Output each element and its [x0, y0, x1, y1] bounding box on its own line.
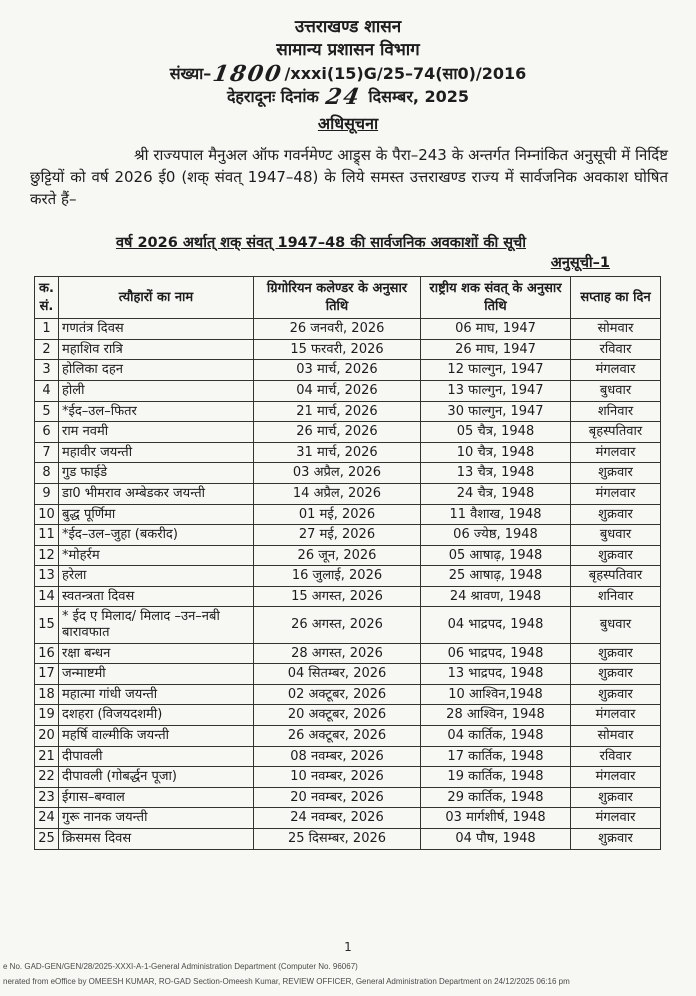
weekday-cell: सोमवार	[571, 319, 661, 340]
holiday-name-cell: महात्मा गांधी जयन्ती	[59, 684, 254, 705]
gregorian-date-cell: 03 मार्च, 2026	[254, 360, 421, 381]
shaka-date-cell: 25 आषाढ़, 1948	[421, 566, 571, 587]
government-name: उत्तराखण्ड शासन	[294, 17, 402, 37]
gregorian-date-cell: 26 अक्टूबर, 2026	[254, 726, 421, 747]
holiday-name-cell: जन्माष्टमी	[59, 664, 254, 685]
gregorian-date-cell: 27 मई, 2026	[254, 525, 421, 546]
serial-cell: 2	[35, 339, 59, 360]
serial-cell: 14	[35, 586, 59, 607]
shaka-date-cell: 28 आश्विन, 1948	[421, 705, 571, 726]
gregorian-date-cell: 26 मार्च, 2026	[254, 422, 421, 443]
shaka-date-cell: 10 आश्विन,1948	[421, 684, 571, 705]
table-row	[35, 360, 661, 381]
weekday-cell: बृहस्पतिवार	[571, 566, 661, 587]
holiday-name-cell: गुड फाईडे	[59, 463, 254, 484]
gregorian-date-cell: 31 मार्च, 2026	[254, 442, 421, 463]
holiday-name-cell: होली	[59, 380, 254, 401]
weekday-cell: सोमवार	[571, 726, 661, 747]
table-row	[35, 442, 661, 463]
shaka-date-cell: 12 फाल्गुन, 1947	[421, 360, 571, 381]
body-paragraph: श्री राज्यपाल मैनुअल ऑफ गवर्नमेण्ट आड्र्स के पैरा–243 के अन्तर्गत निम्नांकित अनुसूची में निर्दिष्ट छुट्टियों को वर्ष 2026 ई0 (शक् संवत् 1947–48) के लिये समस्त उत्तराखण्ड राज्य में सार्वजनिक अवकाश घोषित करते हैं–	[30, 145, 668, 209]
shaka-date-cell: 29 कार्तिक, 1948	[421, 787, 571, 808]
page-number: 1	[344, 940, 352, 954]
serial-cell: 6	[35, 422, 59, 443]
gregorian-date-cell: 25 दिसम्बर, 2026	[254, 829, 421, 850]
department-name: सामान्य प्रशासन विभाग	[276, 39, 420, 60]
weekday-cell: मंगलवार	[571, 767, 661, 788]
table-row	[35, 787, 661, 808]
table-row	[35, 525, 661, 546]
header-holiday-name: त्यौहारों का नाम	[59, 277, 254, 319]
header-shaka-date: राष्ट्रीय शक संवत् के अनुसार तिथि	[421, 277, 571, 319]
holiday-name-cell: दशहरा (विजयदशमी)	[59, 705, 254, 726]
shaka-date-cell: 05 चैत्र, 1948	[421, 422, 571, 443]
gregorian-date-cell: 16 जुलाई, 2026	[254, 566, 421, 587]
serial-cell: 21	[35, 746, 59, 767]
serial-cell: 1	[35, 319, 59, 340]
gregorian-date-cell: 10 नवम्बर, 2026	[254, 767, 421, 788]
footer-generated-info: nerated from eOffice by OMEESH KUMAR, RO-GAD Section-Omeesh Kumar, REVIEW OFFICER, General Administration Department on 24/12/2025 06:16 pm	[3, 976, 570, 986]
reference-prefix: संख्या–	[169, 63, 212, 83]
weekday-cell: मंगलवार	[571, 360, 661, 381]
gregorian-date-cell: 24 नवम्बर, 2026	[254, 808, 421, 829]
table-row	[35, 401, 661, 422]
holiday-name-cell: स्वतन्त्रता दिवस	[59, 586, 254, 607]
shaka-date-cell: 05 आषाढ़, 1948	[421, 545, 571, 566]
holiday-table-body	[35, 319, 661, 849]
serial-cell: 11	[35, 525, 59, 546]
holiday-list-title: वर्ष 2026 अर्थात् शक् संवत् 1947–48 की सार्वजनिक अवकाशों की सूची	[115, 235, 527, 252]
holiday-name-cell: गणतंत्र दिवस	[59, 319, 254, 340]
weekday-cell: मंगलवार	[571, 483, 661, 504]
holiday-name-cell: महर्षि वाल्मीकि जयन्ती	[59, 726, 254, 747]
holiday-name-cell: राम नवमी	[59, 422, 254, 443]
table-row	[35, 319, 661, 340]
shaka-date-cell: 26 माघ, 1947	[421, 339, 571, 360]
serial-cell: 7	[35, 442, 59, 463]
notification-heading: अधिसूचना	[317, 113, 379, 133]
shaka-date-cell: 06 माघ, 1947	[421, 319, 571, 340]
table-row	[35, 684, 661, 705]
holiday-name-cell: बुद्ध पूर्णिमा	[59, 504, 254, 525]
serial-cell: 25	[35, 829, 59, 850]
serial-cell: 3	[35, 360, 59, 381]
gregorian-date-cell: 14 अप्रैल, 2026	[254, 483, 421, 504]
place-date-line	[0, 84, 696, 111]
gregorian-date-cell: 21 मार्च, 2026	[254, 401, 421, 422]
gregorian-date-cell: 04 सितम्बर, 2026	[254, 664, 421, 685]
weekday-cell: शुक्रवार	[571, 545, 661, 566]
gregorian-date-cell: 20 अक्टूबर, 2026	[254, 705, 421, 726]
serial-cell: 17	[35, 664, 59, 685]
serial-cell: 23	[35, 787, 59, 808]
serial-cell: 18	[35, 684, 59, 705]
serial-cell: 15	[35, 607, 59, 643]
gregorian-date-cell: 15 अगस्त, 2026	[254, 586, 421, 607]
header-weekday: सप्ताह का दिन	[571, 277, 661, 319]
shaka-date-cell: 04 कार्तिक, 1948	[421, 726, 571, 747]
place-date-prefix: देहरादूनः दिनांक	[226, 87, 319, 107]
table-header-row	[35, 277, 661, 319]
weekday-cell: मंगलवार	[571, 442, 661, 463]
shaka-date-cell: 13 फाल्गुन, 1947	[421, 380, 571, 401]
gregorian-date-cell: 01 मई, 2026	[254, 504, 421, 525]
holiday-name-cell: * ईद ए मिलाद/ मिलाद –उन–नबी बारावफात	[59, 607, 254, 643]
weekday-cell: मंगलवार	[571, 705, 661, 726]
holiday-name-cell: क्रिसमस दिवस	[59, 829, 254, 850]
weekday-cell: बुधवार	[571, 525, 661, 546]
weekday-cell: बृहस्पतिवार	[571, 422, 661, 443]
reference-handwritten-number: 1800	[211, 60, 285, 87]
serial-cell: 4	[35, 380, 59, 401]
holiday-name-cell: ईगास–बग्वाल	[59, 787, 254, 808]
shaka-date-cell: 11 वैशाख, 1948	[421, 504, 571, 525]
shaka-date-cell: 19 कार्तिक, 1948	[421, 767, 571, 788]
table-row	[35, 339, 661, 360]
serial-cell: 20	[35, 726, 59, 747]
shaka-date-cell: 24 श्रावण, 1948	[421, 586, 571, 607]
serial-cell: 10	[35, 504, 59, 525]
table-row	[35, 504, 661, 525]
serial-cell: 5	[35, 401, 59, 422]
shaka-date-cell: 10 चैत्र, 1948	[421, 442, 571, 463]
table-row	[35, 746, 661, 767]
gregorian-date-cell: 15 फरवरी, 2026	[254, 339, 421, 360]
shaka-date-cell: 03 मार्गशीर्ष, 1948	[421, 808, 571, 829]
serial-cell: 22	[35, 767, 59, 788]
shaka-date-cell: 04 भाद्रपद, 1948	[421, 607, 571, 643]
weekday-cell: शुक्रवार	[571, 504, 661, 525]
gregorian-date-cell: 03 अप्रैल, 2026	[254, 463, 421, 484]
weekday-cell: शुक्रवार	[571, 829, 661, 850]
gregorian-date-cell: 20 नवम्बर, 2026	[254, 787, 421, 808]
weekday-cell: मंगलवार	[571, 808, 661, 829]
holiday-name-cell: *ईद–उल–फितर	[59, 401, 254, 422]
shaka-date-cell: 17 कार्तिक, 1948	[421, 746, 571, 767]
holiday-name-cell: महावीर जयन्ती	[59, 442, 254, 463]
serial-cell: 24	[35, 808, 59, 829]
table-row	[35, 463, 661, 484]
shaka-date-cell: 24 चैत्र, 1948	[421, 483, 571, 504]
table-row	[35, 829, 661, 850]
holiday-name-cell: दीपावली	[59, 746, 254, 767]
serial-cell: 9	[35, 483, 59, 504]
gregorian-date-cell: 26 जनवरी, 2026	[254, 319, 421, 340]
gregorian-date-cell: 26 जून, 2026	[254, 545, 421, 566]
table-row	[35, 808, 661, 829]
holiday-name-cell: गुरू नानक जयन्ती	[59, 808, 254, 829]
gregorian-date-cell: 08 नवम्बर, 2026	[254, 746, 421, 767]
table-row	[35, 586, 661, 607]
header-gregorian-date: ग्रिगोरियन कलेण्डर के अनुसार तिथि	[254, 277, 421, 319]
holiday-name-cell: *मोहर्रम	[59, 545, 254, 566]
holiday-name-cell: रक्षा बन्धन	[59, 643, 254, 664]
gregorian-date-cell: 26 अगस्त, 2026	[254, 607, 421, 643]
gregorian-date-cell: 02 अक्टूबर, 2026	[254, 684, 421, 705]
shaka-date-cell: 13 चैत्र, 1948	[421, 463, 571, 484]
weekday-cell: शुक्रवार	[571, 684, 661, 705]
weekday-cell: शुक्रवार	[571, 643, 661, 664]
date-handwritten-number: 24	[324, 84, 364, 111]
weekday-cell: रविवार	[571, 339, 661, 360]
table-row	[35, 767, 661, 788]
eoffice-footer	[3, 959, 570, 989]
table-row	[35, 643, 661, 664]
holiday-name-cell: डा0 भीमराव अम्बेडकर जयन्ती	[59, 483, 254, 504]
table-row	[35, 664, 661, 685]
header-serial: क. सं.	[35, 277, 59, 319]
serial-cell: 13	[35, 566, 59, 587]
table-row	[35, 607, 661, 643]
shaka-date-cell: 04 पौष, 1948	[421, 829, 571, 850]
reference-number-line	[0, 60, 696, 87]
weekday-cell: शुक्रवार	[571, 787, 661, 808]
table-row	[35, 380, 661, 401]
table-row	[35, 483, 661, 504]
gregorian-date-cell: 04 मार्च, 2026	[254, 380, 421, 401]
table-row	[35, 705, 661, 726]
holiday-name-cell: महाशिव रात्रि	[59, 339, 254, 360]
gregorian-date-cell: 28 अगस्त, 2026	[254, 643, 421, 664]
holiday-name-cell: हरेला	[59, 566, 254, 587]
public-holidays-table	[34, 276, 661, 850]
shaka-date-cell: 06 ज्येष्ठ, 1948	[421, 525, 571, 546]
schedule-label: अनुसूची–1	[550, 255, 610, 272]
serial-cell: 12	[35, 545, 59, 566]
holiday-name-cell: होलिका दहन	[59, 360, 254, 381]
serial-cell: 19	[35, 705, 59, 726]
weekday-cell: शनिवार	[571, 401, 661, 422]
footer-file-number: e No. GAD-GEN/GEN/28/2025-XXXI-A-1-General Administration Department (Computer No. 96067)	[3, 961, 358, 971]
serial-cell: 16	[35, 643, 59, 664]
weekday-cell: बुधवार	[571, 380, 661, 401]
weekday-cell: शुक्रवार	[571, 664, 661, 685]
shaka-date-cell: 13 भाद्रपद, 1948	[421, 664, 571, 685]
table-row	[35, 545, 661, 566]
table-row	[35, 726, 661, 747]
shaka-date-cell: 30 फाल्गुन, 1947	[421, 401, 571, 422]
weekday-cell: बुधवार	[571, 607, 661, 643]
date-suffix: दिसम्बर, 2025	[368, 87, 470, 107]
holiday-name-cell: दीपावली (गोबर्द्धन पूजा)	[59, 767, 254, 788]
weekday-cell: रविवार	[571, 746, 661, 767]
serial-cell: 8	[35, 463, 59, 484]
reference-suffix: /xxxi(15)G/25–74(सा0)/2016	[284, 63, 527, 83]
holiday-name-cell: *ईद–उल–जुहा (बकरीद)	[59, 525, 254, 546]
table-row	[35, 566, 661, 587]
table-row	[35, 422, 661, 443]
weekday-cell: शनिवार	[571, 586, 661, 607]
weekday-cell: शुक्रवार	[571, 463, 661, 484]
shaka-date-cell: 06 भाद्रपद, 1948	[421, 643, 571, 664]
